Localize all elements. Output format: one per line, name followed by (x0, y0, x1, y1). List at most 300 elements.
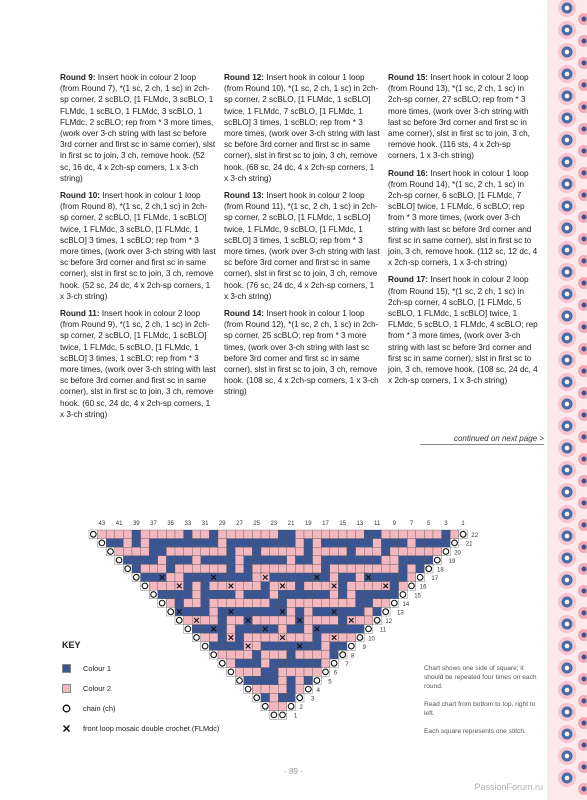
stitch-cell (313, 650, 322, 659)
stitch-cell (347, 625, 356, 634)
stitch-cell (399, 564, 408, 573)
row-number: 20 (454, 550, 461, 557)
stitch-cell (261, 616, 270, 625)
stitch-cell (433, 547, 442, 556)
stitch-cell (313, 668, 322, 677)
round-title: Round 9: (60, 73, 96, 82)
key-label: Colour 2 (83, 683, 111, 693)
stitch-cell (244, 668, 253, 677)
stitch-cell (209, 582, 218, 591)
stitch-cell (321, 573, 330, 582)
stitch-cell (356, 607, 365, 616)
stitch-cell (295, 547, 304, 556)
stitch-cell (261, 582, 270, 591)
stitch-cell (227, 564, 236, 573)
row-number: 1 (293, 713, 298, 720)
stitch-cell (227, 642, 236, 651)
stitch-cell (201, 625, 210, 634)
stitch-cell (330, 556, 339, 565)
round-title: Round 10: (60, 191, 101, 201)
stitch-cell (381, 539, 390, 548)
stitch-cell (390, 530, 399, 539)
row-number: 6 (333, 670, 338, 677)
stitch-cell (407, 564, 416, 573)
stitch-cell (424, 539, 433, 548)
row-number: 17 (431, 576, 439, 583)
round-paragraph (388, 274, 538, 386)
stitch-cell (407, 530, 416, 539)
stitch-cell (295, 668, 304, 677)
circle-icon (62, 704, 71, 713)
stitch-cell (364, 530, 373, 539)
stitch-cell (278, 659, 287, 668)
stitch-cell (287, 582, 296, 591)
stitch-cell (399, 556, 408, 565)
stitch-cell (252, 547, 261, 556)
stitch-cell (373, 599, 382, 608)
stitch-cell (209, 539, 218, 548)
column-number: 35 (167, 521, 175, 527)
stitch-cell (356, 582, 365, 591)
stitch-cell (287, 693, 296, 702)
stitch-cell (330, 650, 339, 659)
round-text: Insert hook in colour 1 loop (from Round 14), *(1 sc, 2 ch, 1 sc) in 2ch-sp corner, 6 scBLO, [1 FLMdc, 7 scBLO] twice, 1 FLMdc, 6 scBLO; rep from * 3 more times, (work over 3-ch string with last sc before 3rd corner and first sc in same corner), slst in first sc to join, 3 ch, remove hook. (112 sc, 12 dc, 4 x 2ch-sp corners, 1 x 3-ch string) (388, 168, 538, 268)
stitch-cell (364, 564, 373, 573)
stitch-cell (330, 547, 339, 556)
stitch-cell (132, 539, 141, 548)
stitch-cell (295, 556, 304, 565)
stitch-cell (416, 564, 425, 573)
stitch-cell (295, 573, 304, 582)
column-number: 13 (356, 521, 364, 527)
column-number: 41 (115, 521, 123, 527)
stitch-cell (184, 607, 193, 616)
stitch-cell (166, 539, 175, 548)
stitch-cell (227, 599, 236, 608)
stitch-cell (304, 616, 313, 625)
stitch-cell (192, 556, 201, 565)
stitch-cell (390, 539, 399, 548)
stitch-cell (295, 607, 304, 616)
stitch-cell (192, 573, 201, 582)
stitch-cell (175, 539, 184, 548)
row-number: 16 (419, 584, 427, 591)
stitch-cell (166, 564, 175, 573)
stitch-cell (218, 547, 227, 556)
stitch-cell (149, 582, 158, 591)
round-paragraph (60, 308, 216, 420)
stitch-cell (407, 547, 416, 556)
stitch-cell (270, 556, 279, 565)
stitch-cell (141, 564, 150, 573)
stitch-cell (287, 633, 296, 642)
stitch-cell (295, 659, 304, 668)
stitch-cell (141, 539, 150, 548)
stitch-cell (304, 556, 313, 565)
stitch-cell (381, 564, 390, 573)
stitch-cell (278, 616, 287, 625)
instructions-column-2 (224, 72, 380, 404)
stitch-cell (295, 582, 304, 591)
column-number: 29 (218, 521, 226, 527)
column-number: 39 (132, 521, 140, 527)
stitch-cell (261, 693, 270, 702)
stitch-cell (149, 564, 158, 573)
stitch-cell (338, 564, 347, 573)
stitch-cell (295, 633, 304, 642)
stitch-cell (270, 650, 279, 659)
stitch-cell (373, 607, 382, 616)
stitch-cell (278, 702, 287, 711)
stitch-cell (356, 616, 365, 625)
stitch-cell (313, 599, 322, 608)
round-paragraph (224, 190, 380, 302)
stitch-cell (321, 582, 330, 591)
column-number: 37 (150, 521, 157, 527)
stitch-cell (175, 599, 184, 608)
row-number: 14 (402, 601, 410, 608)
stitch-cell (244, 633, 253, 642)
stitch-cell (287, 625, 296, 634)
stitch-cell (227, 625, 236, 634)
stitch-cell (295, 539, 304, 548)
stitch-cell (416, 556, 425, 565)
stitch-cell (270, 625, 279, 634)
stitch-cell (356, 539, 365, 548)
stitch-cell (278, 668, 287, 677)
column-number: 43 (98, 521, 106, 527)
stitch-cell (201, 573, 210, 582)
stitch-cell (192, 599, 201, 608)
stitch-cell (287, 556, 296, 565)
key-label: Colour 1 (83, 663, 111, 673)
stitch-cell (192, 582, 201, 591)
stitch-cell (381, 599, 390, 608)
stitch-cell (261, 685, 270, 694)
cross-icon (62, 724, 71, 733)
note: Chart shows one side of square; it should be repeated four times on each round. (424, 665, 537, 690)
stitch-cell (158, 547, 167, 556)
stitch-cell (433, 539, 442, 548)
stitch-cell (381, 530, 390, 539)
stitch-cell (270, 685, 279, 694)
stitch-cell (192, 607, 201, 616)
stitch-cell (304, 573, 313, 582)
stitch-cell (287, 530, 296, 539)
stitch-cell (132, 564, 141, 573)
round-text: Insert hook in colour 1 loop (from Round 10), *(1 sc, 2 ch, 1 sc) in 2ch-sp corner, 2 scBLO, [1 FLMdc, 1 scBLO] twice, 1 FLMdc, 7 scBLO, [1 FLMdc, 1 scBLO] 3 times, 1 scBLO; rep from * 3 more times, (work over 3-ch string with last sc before 3rd corner and first sc in same corner), slst in first sc to join, 3 ch, remove hook. (68 sc, 24 dc, 4 x 2ch-sp corners, 1 x 3-ch string) (224, 73, 380, 183)
stitch-cell (356, 625, 365, 634)
stitch-cell (158, 590, 167, 599)
stitch-cell (270, 582, 279, 591)
stitch-cell (166, 599, 175, 608)
stitch-cell (287, 659, 296, 668)
stitch-cell (347, 599, 356, 608)
stitch-cell (218, 616, 227, 625)
stitch-cell (287, 685, 296, 694)
stitch-cell (304, 642, 313, 651)
stitch-cell (356, 556, 365, 565)
stitch-cell (227, 530, 236, 539)
stitch-cell (261, 556, 270, 565)
stitch-cell (373, 564, 382, 573)
stitch-cell (252, 685, 261, 694)
stitch-cell (192, 547, 201, 556)
stitch-cell (252, 642, 261, 651)
stitch-cell (149, 539, 158, 548)
stitch-cell (209, 530, 218, 539)
stitch-cell (252, 573, 261, 582)
stitch-cell (278, 693, 287, 702)
stitch-cell (356, 547, 365, 556)
stitch-cell (252, 564, 261, 573)
stitch-cell (192, 539, 201, 548)
stitch-cell (201, 616, 210, 625)
stitch-cell (347, 607, 356, 616)
row-number: 15 (414, 593, 421, 600)
stitch-cell (201, 547, 210, 556)
stitch-cell (261, 607, 270, 616)
stitch-cell (115, 530, 124, 539)
stitch-cell (373, 547, 382, 556)
row-number: 21 (465, 541, 473, 548)
stitch-cell (313, 547, 322, 556)
stitch-cell (270, 564, 279, 573)
stitch-cell (390, 547, 399, 556)
stitch-cell (278, 625, 287, 634)
stitch-cell (192, 530, 201, 539)
column-number: 11 (373, 521, 381, 527)
stitch-cell (347, 573, 356, 582)
stitch-cell (184, 590, 193, 599)
stitch-cell (304, 625, 313, 634)
row-number: 5 (328, 679, 332, 686)
stitch-cell (399, 547, 408, 556)
stitch-cell (278, 676, 287, 685)
stitch-cell (201, 556, 210, 565)
continued-note: continued on next page > (420, 434, 544, 445)
blue-square-icon (62, 664, 71, 673)
stitch-cell (209, 556, 218, 565)
round-paragraph (388, 72, 538, 162)
column-number: 33 (184, 521, 192, 527)
stitch-cell (270, 599, 279, 608)
stitch-cell (330, 564, 339, 573)
stitch-cell (115, 539, 124, 548)
stitch-cell (175, 564, 184, 573)
stitch-cell (261, 676, 270, 685)
stitch-cell (218, 599, 227, 608)
stitch-cell (321, 659, 330, 668)
stitch-cell (166, 556, 175, 565)
stitch-cell (330, 539, 339, 548)
stitch-cell (313, 564, 322, 573)
stitch-cell (321, 607, 330, 616)
stitch-cell (373, 539, 382, 548)
column-number: 15 (339, 521, 347, 527)
row-number: 9 (362, 644, 366, 651)
stitch-cell (313, 530, 322, 539)
stitch-cell (235, 590, 244, 599)
floral-border-strip (547, 0, 587, 800)
stitch-cell (356, 564, 365, 573)
stitch-cell (209, 564, 218, 573)
column-number: 9 (392, 521, 396, 527)
stitch-cell (227, 616, 236, 625)
stitch-cell (373, 590, 382, 599)
stitch-cell (407, 539, 416, 548)
column-number: 3 (444, 521, 448, 527)
round-text: Insert hook in colour 1 loop (from Round 12), *(1 sc, 2 ch, 1 sc) in 2ch-sp corner, 25 scBLO; rep from * 3 more times, (work over 3-ch string with last sc before 3rd corner and first sc in same corner), slst in first sc to join, 3 ch, remove hook. (108 sc, 4 x 2ch-sp corners, 1 x 3-ch string) (224, 309, 379, 397)
stitch-cell (184, 539, 193, 548)
stitch-cell (347, 582, 356, 591)
stitch-cell (330, 530, 339, 539)
stitch-cell (184, 556, 193, 565)
stitch-cell (338, 556, 347, 565)
stitch-cell (338, 530, 347, 539)
stitch-cell (106, 539, 115, 548)
key-label: chain (ch) (83, 703, 116, 713)
stitch-cell (347, 564, 356, 573)
stitch-cell (227, 573, 236, 582)
round-text: Insert hook in colour 2 loop (from Round 7), *(1 sc, 2 ch, 1 sc) in 2ch-sp corner, 2 scBLO, [1 FLMdc, 3 scBLO, 1 FLMdc, 1 scBLO, 1 FLMdc, 3 scBLO, 1 FLMdc, 2 scBLO; rep from * 3 more times, (work over 3-ch string with last sc before 3rd corner and first sc in same corner), slst in first sc to join, 3 ch, remove hook. (52 sc, 16 dc, 4 x 2ch-sp corners, 1 x 3-ch string) (60, 73, 216, 183)
stitch-cell (235, 573, 244, 582)
stitch-cell (227, 547, 236, 556)
stitch-cell (149, 556, 158, 565)
stitch-cell (295, 676, 304, 685)
stitch-cell (270, 633, 279, 642)
stitch-cell (321, 530, 330, 539)
stitch-cell (295, 625, 304, 634)
stitch-cell (252, 633, 261, 642)
stitch-cell (321, 547, 330, 556)
stitch-cell (295, 590, 304, 599)
stitch-cell (356, 530, 365, 539)
stitch-cell (304, 650, 313, 659)
stitch-cell (287, 539, 296, 548)
column-number: 1 (461, 521, 465, 527)
stitch-cell (184, 616, 193, 625)
stitch-cell (330, 625, 339, 634)
stitch-cell (244, 547, 253, 556)
stitch-cell (450, 530, 459, 539)
stitch-cell (201, 582, 210, 591)
stitch-cell (244, 539, 253, 548)
stitch-cell (347, 633, 356, 642)
stitch-cell (278, 547, 287, 556)
round-paragraph (224, 308, 380, 398)
stitch-cell (304, 590, 313, 599)
stitch-cell (381, 573, 390, 582)
stitch-cell (166, 582, 175, 591)
stitch-cell (313, 616, 322, 625)
stitch-cell (98, 530, 107, 539)
stitch-cell (287, 607, 296, 616)
stitch-cell (158, 539, 167, 548)
stitch-cell (373, 582, 382, 591)
stitch-cell (218, 556, 227, 565)
stitch-cell (424, 547, 433, 556)
stitch-cell (424, 556, 433, 565)
round-text: Insert hook in colour 2 loop (from Round 11), *(1 sc, 2 ch, 1 sc) in 2ch-sp corner, 2 scBLO, [1 FLMdc, 1 scBLO] twice, 1 FLMdc, 9 scBLO, [1 FLMdc, 1 scBLO] 3 times, 1 scBLO; rep from * 3 more times, (work over 3-ch string with last sc before 3rd corner and first sc in same corner), slst in first sc to join, 3 ch, remove hook. (76 sc, 24 dc, 4 x 2ch-sp corners, 1 x 3-ch string) (224, 191, 380, 301)
row-number: 8 (351, 653, 355, 660)
stitch-cell (347, 590, 356, 599)
stitch-cell (338, 607, 347, 616)
round-paragraph (224, 72, 380, 184)
round-title: Round 11: (60, 309, 100, 319)
stitch-cell (381, 547, 390, 556)
stitch-cell (373, 573, 382, 582)
round-title: Round 15: (388, 73, 429, 82)
note: Each square represents one stitch. (424, 728, 526, 735)
stitch-cell (278, 599, 287, 608)
stitch-cell (313, 556, 322, 565)
round-title: Round 12: (224, 73, 265, 82)
stitch-cell (209, 616, 218, 625)
stitch-cell (433, 530, 442, 539)
stitch-cell (304, 582, 313, 591)
stitch-cell (270, 642, 279, 651)
stitch-cell (399, 582, 408, 591)
stitch-cell (321, 556, 330, 565)
stitch-cell (218, 530, 227, 539)
stitch-cell (330, 573, 339, 582)
stitch-cell (287, 564, 296, 573)
stitch-cell (244, 650, 253, 659)
stitch-cell (175, 530, 184, 539)
stitch-cell (338, 582, 347, 591)
stitch-cell (123, 547, 132, 556)
stitch-cell (416, 530, 425, 539)
stitch-cell (235, 633, 244, 642)
stitch-cell (295, 564, 304, 573)
stitch-cell (381, 556, 390, 565)
stitch-cell (338, 616, 347, 625)
instructions-column-3 (388, 72, 538, 392)
round-paragraph (60, 190, 216, 302)
stitch-cell (442, 530, 451, 539)
stitch-cell (270, 607, 279, 616)
stitch-cell (278, 530, 287, 539)
stitch-cell (235, 564, 244, 573)
page-number: - 89 - (284, 767, 303, 776)
stitch-cell (244, 659, 253, 668)
stitch-cell (235, 599, 244, 608)
stitch-cell (295, 650, 304, 659)
stitch-cell (261, 590, 270, 599)
stitch-cell (218, 582, 227, 591)
stitch-cell (313, 642, 322, 651)
stitch-cell (390, 573, 399, 582)
stitch-cell (261, 539, 270, 548)
column-number: 31 (201, 521, 209, 527)
stitch-cell (166, 573, 175, 582)
row-number: 19 (448, 558, 456, 565)
stitch-cell (278, 564, 287, 573)
stitch-cell (244, 607, 253, 616)
stitch-cell (235, 659, 244, 668)
stitch-cell (338, 599, 347, 608)
stitch-cell (347, 530, 356, 539)
row-number: 7 (345, 662, 349, 669)
stitch-cell (235, 625, 244, 634)
stitch-cell (295, 530, 304, 539)
stitch-cell (416, 539, 425, 548)
stitch-cell (235, 556, 244, 565)
stitch-cell (321, 625, 330, 634)
stitch-cell (175, 590, 184, 599)
stitch-cell (270, 573, 279, 582)
